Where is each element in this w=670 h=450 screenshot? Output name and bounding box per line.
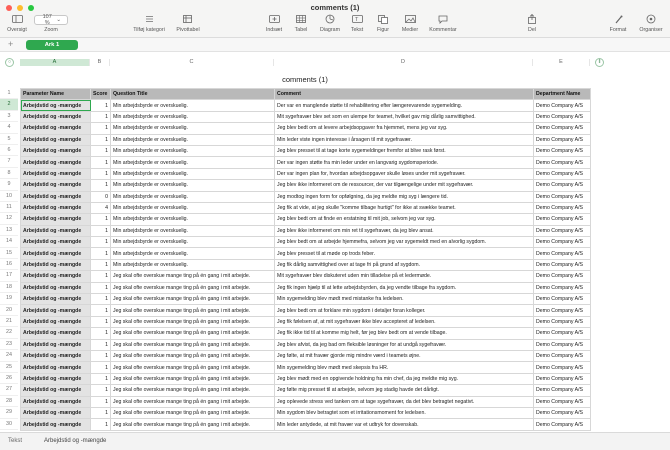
row-number[interactable]: 18 — [0, 282, 18, 293]
cell-department-name[interactable]: Demo Company A/S — [534, 157, 591, 168]
cell-comment[interactable]: Jeg blev afvist, da jeg bad om fleksible løsninger for at undgå sygefravær. — [275, 339, 534, 350]
tekst-button[interactable] — [346, 14, 368, 33]
indsaet-button[interactable] — [262, 14, 286, 33]
cell-parameter-name[interactable]: Arbejdstid og -mængde — [21, 191, 91, 202]
table-row — [21, 294, 591, 305]
cell-parameter-name[interactable]: Arbejdstid og -mængde — [21, 316, 91, 327]
cell-department-name[interactable]: Demo Company A/S — [534, 373, 591, 384]
del-label: Del — [528, 27, 536, 33]
cell-score[interactable]: 1 — [91, 271, 111, 282]
column-header-b[interactable]: B — [90, 59, 110, 66]
cell-comment[interactable]: Jeg følte, at mit fravær gjorde mig mindre værd i teamets øjne. — [275, 350, 534, 361]
cell-comment[interactable]: Jeg blev presset til at tage korte sygemeldinger fremfor at blive rask først. — [275, 145, 534, 156]
document-title: comments (1) — [310, 3, 360, 12]
row-number[interactable]: 14 — [0, 236, 18, 247]
cell-score[interactable]: 1 — [91, 419, 111, 430]
table-row — [21, 407, 591, 418]
cell-parameter-name[interactable]: Arbejdstid og -mængde — [21, 111, 91, 122]
indsaet-label: Indsæt — [265, 27, 283, 33]
table-row — [21, 328, 591, 339]
cell-department-name[interactable]: Demo Company A/S — [534, 248, 591, 259]
cell-score[interactable]: 0 — [91, 191, 111, 202]
organiser-button[interactable] — [634, 14, 668, 33]
cell-department-name[interactable]: Demo Company A/S — [534, 419, 591, 430]
cell-department-name[interactable]: Demo Company A/S — [534, 134, 591, 145]
row-number[interactable]: 26 — [0, 373, 18, 384]
header-parameter-name[interactable]: Parameter Name — [21, 89, 91, 100]
cell-department-name[interactable]: Demo Company A/S — [534, 305, 591, 316]
table-row — [21, 145, 591, 156]
shape-icon — [372, 14, 394, 24]
figur-button[interactable] — [372, 14, 394, 33]
cell-score[interactable]: 1 — [91, 259, 111, 270]
tabel-button[interactable] — [290, 14, 312, 33]
cell-department-name[interactable]: Demo Company A/S — [534, 339, 591, 350]
table-row — [21, 168, 591, 179]
tabel-label: Tabel — [294, 27, 308, 33]
cell-score[interactable]: 4 — [91, 202, 111, 213]
cell-comment[interactable]: Jeg fik at vide, at jeg skulle "komme tilbage hurtigt" for ikke at svække teamet. — [275, 202, 534, 213]
cell-comment[interactable]: Jeg modtog ingen form for opfølgning, da jeg meldte mig syg i længere tid. — [275, 191, 534, 202]
cell-question-title[interactable]: Jeg skal ofte overskue mange ting på én gang i mit arbejde. — [111, 294, 275, 305]
pivot-table-icon — [172, 14, 204, 24]
tab-ark-1[interactable]: Ark 1 — [26, 40, 78, 50]
status-cell-value: Arbejdstid og -mængde — [44, 438, 107, 444]
cell-parameter-name[interactable]: Arbejdstid og -mængde — [21, 328, 91, 339]
cell-department-name[interactable]: Demo Company A/S — [534, 350, 591, 361]
cell-comment[interactable]: Jeg blev bedt om at forklare min sygdom i detaljer foran kolleger. — [275, 305, 534, 316]
cell-department-name[interactable]: Demo Company A/S — [534, 271, 591, 282]
table-icon — [290, 14, 312, 24]
tilfoej-kategori-button[interactable] — [128, 14, 170, 33]
cell-comment[interactable]: Min sygemelding blev mødt med mistanke fra ledelsen. — [275, 294, 534, 305]
cell-question-title[interactable]: Jeg skal ofte overskue mange ting på én gang i mit arbejde. — [111, 396, 275, 407]
table-row — [21, 123, 591, 134]
pivottabel-label: Pivottabel — [176, 27, 200, 33]
cell-score[interactable]: 1 — [91, 294, 111, 305]
del-button[interactable] — [522, 14, 542, 33]
list-icon — [128, 14, 170, 24]
cell-parameter-name[interactable]: Arbejdstid og -mængde — [21, 168, 91, 179]
row-number[interactable]: 9 — [0, 179, 18, 190]
organiser-label: Organiser — [639, 27, 663, 33]
table-row — [21, 350, 591, 361]
table-row — [21, 396, 591, 407]
cell-parameter-name[interactable]: Arbejdstid og -mængde — [21, 134, 91, 145]
cell-question-title[interactable]: Min arbejdsbyrde er overskuelig. — [111, 225, 275, 236]
tilfoej-kategori-label: Tilføj kategori — [133, 27, 165, 33]
pivottabel-button[interactable] — [172, 14, 204, 33]
table-row — [21, 316, 591, 327]
insert-icon — [262, 14, 286, 24]
table-row — [21, 339, 591, 350]
row-number[interactable]: 29 — [0, 407, 18, 418]
cell-department-name[interactable]: Demo Company A/S — [534, 294, 591, 305]
cell-score[interactable]: 1 — [91, 123, 111, 134]
toolbar — [0, 0, 670, 38]
cell-comment[interactable]: Min sygdom blev betragtet som et irritationsmoment for ledelsen. — [275, 407, 534, 418]
sheet-tabs-bar — [0, 38, 670, 52]
add-sheet-button[interactable]: + — [8, 39, 14, 49]
cell-parameter-name[interactable]: Arbejdstid og -mængde — [21, 157, 91, 168]
cell-comment[interactable]: Der var en manglende støtte til rehabilitering efter længerevarende sygemelding. — [275, 100, 534, 111]
cell-department-name[interactable]: Demo Company A/S — [534, 100, 591, 111]
cell-score[interactable]: 1 — [91, 350, 111, 361]
row-number[interactable]: 22 — [0, 327, 18, 338]
column-header-c[interactable]: C — [110, 59, 274, 66]
cell-parameter-name[interactable]: Arbejdstid og -mængde — [21, 248, 91, 259]
organize-icon — [634, 14, 668, 24]
cell-department-name[interactable]: Demo Company A/S — [534, 168, 591, 179]
cell-comment[interactable]: Jeg blev bedt om at arbejde hjemmefra, selvom jeg var sygemeldt med en alvorlig sygdom. — [275, 237, 534, 248]
cell-department-name[interactable]: Demo Company A/S — [534, 237, 591, 248]
cell-parameter-name[interactable]: Arbejdstid og -mængde — [21, 282, 91, 293]
cell-parameter-name[interactable]: Arbejdstid og -mængde — [21, 225, 91, 236]
table-row — [21, 214, 591, 225]
cell-question-title[interactable]: Jeg skal ofte overskue mange ting på én gang i mit arbejde. — [111, 328, 275, 339]
cell-score[interactable]: 1 — [91, 396, 111, 407]
cell-question-title[interactable]: Jeg skal ofte overskue mange ting på én gang i mit arbejde. — [111, 373, 275, 384]
cell-comment[interactable]: Min leder antydede, at mit fravær var et udtryk for dovenskab. — [275, 419, 534, 430]
cell-score[interactable]: 1 — [91, 180, 111, 191]
row-number[interactable]: 25 — [0, 362, 18, 373]
cell-question-title[interactable]: Jeg skal ofte overskue mange ting på én gang i mit arbejde. — [111, 271, 275, 282]
cell-department-name[interactable]: Demo Company A/S — [534, 385, 591, 396]
svg-text:T: T — [354, 17, 358, 23]
row-number[interactable]: 1 — [0, 88, 18, 99]
cell-parameter-name[interactable]: Arbejdstid og -mængde — [21, 305, 91, 316]
figur-label: Figur — [376, 27, 390, 33]
cell-department-name[interactable]: Demo Company A/S — [534, 407, 591, 418]
row-number[interactable]: 3 — [0, 111, 18, 122]
cell-comment[interactable]: Min sygemelding blev mødt med skepsis fra HR. — [275, 362, 534, 373]
oversigt-label: Oversigt — [7, 27, 27, 33]
cell-department-name[interactable]: Demo Company A/S — [534, 316, 591, 327]
cell-comment[interactable]: Mit sygefravær blev set som en ulempe for teamet, hvilket gav mig dårlig samvittighed. — [275, 111, 534, 122]
chart-icon — [316, 14, 344, 24]
row-number[interactable]: 20 — [0, 305, 18, 316]
header-score[interactable]: Score — [91, 89, 111, 100]
cell-parameter-name[interactable]: Arbejdstid og -mængde — [21, 396, 91, 407]
row-number[interactable]: 19 — [0, 293, 18, 304]
cell-parameter-name[interactable]: Arbejdstid og -mængde — [21, 271, 91, 282]
cell-parameter-name[interactable]: Arbejdstid og -mængde — [21, 145, 91, 156]
cell-score[interactable]: 1 — [91, 237, 111, 248]
cell-comment[interactable]: Jeg fik ikke tid til at komme mig helt, før jeg blev bedt om at vende tilbage. — [275, 328, 534, 339]
cell-department-name[interactable]: Demo Company A/S — [534, 214, 591, 225]
comment-icon — [424, 14, 462, 24]
cell-parameter-name[interactable]: Arbejdstid og -mængde — [21, 100, 91, 111]
table-row — [21, 157, 591, 168]
cell-score[interactable]: 1 — [91, 168, 111, 179]
select-all-icon[interactable]: ○ — [5, 58, 14, 67]
text-icon — [346, 14, 368, 24]
cell-parameter-name[interactable]: Arbejdstid og -mængde — [21, 419, 91, 430]
row-number[interactable]: 16 — [0, 259, 18, 270]
row-number[interactable]: 21 — [0, 316, 18, 327]
row-number[interactable]: 2 — [0, 99, 18, 110]
row-number[interactable]: 7 — [0, 156, 18, 167]
table-row — [21, 100, 591, 111]
table-row — [21, 191, 591, 202]
cell-score[interactable]: 1 — [91, 214, 111, 225]
cell-department-name[interactable]: Demo Company A/S — [534, 145, 591, 156]
oversigt-button[interactable] — [4, 14, 30, 33]
table-row — [21, 248, 591, 259]
cell-question-title[interactable]: Jeg skal ofte overskue mange ting på én gang i mit arbejde. — [111, 350, 275, 361]
table-row — [21, 362, 591, 373]
cell-department-name[interactable]: Demo Company A/S — [534, 180, 591, 191]
column-header-d[interactable]: D — [274, 59, 533, 66]
cell-parameter-name[interactable]: Arbejdstid og -mængde — [21, 202, 91, 213]
cell-question-title[interactable]: Min arbejdsbyrde er overskuelig. — [111, 180, 275, 191]
cell-score[interactable]: 1 — [91, 157, 111, 168]
cell-question-title[interactable]: Min arbejdsbyrde er overskuelig. — [111, 259, 275, 270]
cell-parameter-name[interactable]: Arbejdstid og -mængde — [21, 385, 91, 396]
table-row — [21, 385, 591, 396]
cell-comment[interactable]: Jeg fik følelsen af, at mit sygefravær ikke blev accepteret af ledelsen. — [275, 316, 534, 327]
row-number[interactable]: 23 — [0, 339, 18, 350]
cell-question-title[interactable]: Min arbejdsbyrde er overskuelig. — [111, 168, 275, 179]
pause-icon[interactable]: ‖ — [595, 58, 604, 67]
cell-parameter-name[interactable]: Arbejdstid og -mængde — [21, 294, 91, 305]
cell-score[interactable]: 1 — [91, 134, 111, 145]
kommentar-button[interactable] — [424, 14, 462, 33]
row-number[interactable]: 28 — [0, 396, 18, 407]
cell-score[interactable]: 1 — [91, 407, 111, 418]
cell-comment[interactable]: Jeg blev presset til at møde op trods feber. — [275, 248, 534, 259]
table-row — [21, 271, 591, 282]
share-icon — [522, 14, 542, 24]
header-comment[interactable]: Comment — [275, 89, 534, 100]
cell-department-name[interactable]: Demo Company A/S — [534, 123, 591, 134]
table-row — [21, 225, 591, 236]
zoom-select[interactable] — [34, 15, 68, 25]
paintbrush-icon — [605, 14, 631, 24]
cell-question-title[interactable]: Jeg skal ofte overskue mange ting på én gang i mit arbejde. — [111, 339, 275, 350]
cell-question-title[interactable]: Min arbejdsbyrde er overskuelig. — [111, 134, 275, 145]
cell-question-title[interactable]: Min arbejdsbyrde er overskuelig. — [111, 123, 275, 134]
cell-comment[interactable]: Jeg blev bedt om at finde en erstatning til mit job, selvom jeg var syg. — [275, 214, 534, 225]
zoom-value: 107 % — [42, 14, 52, 26]
cell-question-title[interactable]: Min arbejdsbyrde er overskuelig. — [111, 202, 275, 213]
cell-score[interactable]: 1 — [91, 328, 111, 339]
row-number[interactable]: 13 — [0, 225, 18, 236]
cell-score[interactable]: 1 — [91, 282, 111, 293]
table-row — [21, 373, 591, 384]
row-number[interactable]: 15 — [0, 248, 18, 259]
header-question-title[interactable]: Question Title — [111, 89, 275, 100]
cell-question-title[interactable]: Jeg skal ofte overskue mange ting på én gang i mit arbejde. — [111, 385, 275, 396]
cell-question-title[interactable]: Min arbejdsbyrde er overskuelig. — [111, 191, 275, 202]
cell-score[interactable]: 1 — [91, 362, 111, 373]
chevron-down-icon: ⌄ — [56, 17, 61, 23]
row-number[interactable]: 4 — [0, 122, 18, 133]
cell-question-title[interactable]: Jeg skal ofte overskue mange ting på én gang i mit arbejde. — [111, 362, 275, 373]
cell-question-title[interactable]: Jeg skal ofte overskue mange ting på én gang i mit arbejde. — [111, 282, 275, 293]
table-row — [21, 134, 591, 145]
zoom-control[interactable] — [34, 14, 68, 33]
cell-comment[interactable]: Jeg oplevede stress ved tanken om at tage sygefravær, da det blev betragtet negativt. — [275, 396, 534, 407]
cell-parameter-name[interactable]: Arbejdstid og -mængde — [21, 123, 91, 134]
column-header-a[interactable]: A — [20, 59, 90, 66]
table-row — [21, 419, 591, 430]
cell-comment[interactable]: Jeg blev ikke informeret om de ressourcer, der var tilgængelige under mit sygefravær. — [275, 180, 534, 191]
status-mode: Tekst — [8, 438, 23, 444]
table-row — [21, 111, 591, 122]
cell-comment[interactable]: Jeg følte mig presset til at arbejde, selvom jeg stadig havde det dårligt. — [275, 385, 534, 396]
cell-department-name[interactable]: Demo Company A/S — [534, 111, 591, 122]
row-number[interactable]: 24 — [0, 350, 18, 361]
cell-department-name[interactable]: Demo Company A/S — [534, 225, 591, 236]
cell-parameter-name[interactable]: Arbejdstid og -mængde — [21, 237, 91, 248]
column-header-e[interactable]: E — [533, 59, 590, 66]
cell-score[interactable]: 1 — [91, 339, 111, 350]
image-icon — [398, 14, 422, 24]
cell-question-title[interactable]: Min arbejdsbyrde er overskuelig. — [111, 111, 275, 122]
cell-parameter-name[interactable]: Arbejdstid og -mængde — [21, 362, 91, 373]
row-number[interactable]: 8 — [0, 168, 18, 179]
cell-department-name[interactable]: Demo Company A/S — [534, 362, 591, 373]
cell-parameter-name[interactable]: Arbejdstid og -mængde — [21, 350, 91, 361]
cell-question-title[interactable]: Jeg skal ofte overskue mange ting på én gang i mit arbejde. — [111, 316, 275, 327]
cell-score[interactable]: 1 — [91, 385, 111, 396]
cell-comment[interactable]: Der var ingen støtte fra min leder under en langvarig sygdomsperiode. — [275, 157, 534, 168]
cell-parameter-name[interactable]: Arbejdstid og -mængde — [21, 214, 91, 225]
cell-parameter-name[interactable]: Arbejdstid og -mængde — [21, 339, 91, 350]
cell-comment[interactable]: Jeg fik ingen hjælp til at lette arbejdsbyrden, da jeg vendte tilbage fra sygdom. — [275, 282, 534, 293]
row-number[interactable]: 5 — [0, 134, 18, 145]
row-number[interactable]: 11 — [0, 202, 18, 213]
medier-label: Medier — [401, 27, 419, 33]
diagram-button[interactable] — [316, 14, 344, 33]
cell-question-title[interactable]: Min arbejdsbyrde er overskuelig. — [111, 145, 275, 156]
cell-parameter-name[interactable]: Arbejdstid og -mængde — [21, 373, 91, 384]
cell-comment[interactable]: Jeg blev bedt om at levere arbejdsopgaver fra hjemmet, mens jeg var syg. — [275, 123, 534, 134]
cell-comment[interactable]: Jeg fik dårlig samvittighed over at tage fri på grund af sygdom. — [275, 259, 534, 270]
sidebar-icon — [4, 14, 30, 24]
table-row — [21, 237, 591, 248]
cell-score[interactable]: 1 — [91, 111, 111, 122]
cell-question-title[interactable]: Min arbejdsbyrde er overskuelig. — [111, 100, 275, 111]
cell-question-title[interactable]: Jeg skal ofte overskue mange ting på én gang i mit arbejde. — [111, 419, 275, 430]
cell-parameter-name[interactable]: Arbejdstid og -mængde — [21, 180, 91, 191]
cell-score[interactable]: 1 — [91, 100, 111, 111]
cell-question-title[interactable]: Jeg skal ofte overskue mange ting på én gang i mit arbejde. — [111, 407, 275, 418]
cell-score[interactable]: 1 — [91, 373, 111, 384]
diagram-label: Diagram — [319, 27, 341, 33]
data-table — [20, 88, 591, 431]
row-number[interactable]: 6 — [0, 145, 18, 156]
table-row — [21, 180, 591, 191]
kommentar-label: Kommentar — [429, 27, 457, 33]
status-bar — [0, 432, 670, 450]
cell-department-name[interactable]: Demo Company A/S — [534, 259, 591, 270]
medier-button[interactable] — [398, 14, 422, 33]
cell-department-name[interactable]: Demo Company A/S — [534, 328, 591, 339]
cell-comment[interactable]: Jeg blev ikke informeret om min ret til sygefravær, da jeg blev ansat. — [275, 225, 534, 236]
row-number[interactable]: 12 — [0, 213, 18, 224]
format-button[interactable] — [605, 14, 631, 33]
cell-score[interactable]: 1 — [91, 305, 111, 316]
cell-parameter-name[interactable]: Arbejdstid og -mængde — [21, 259, 91, 270]
header-department-name[interactable]: Department Name — [534, 89, 591, 100]
cell-parameter-name[interactable]: Arbejdstid og -mængde — [21, 407, 91, 418]
cell-question-title[interactable]: Min arbejdsbyrde er overskuelig. — [111, 157, 275, 168]
row-number[interactable]: 17 — [0, 270, 18, 281]
cell-score[interactable]: 1 — [91, 248, 111, 259]
cell-question-title[interactable]: Min arbejdsbyrde er overskuelig. — [111, 248, 275, 259]
header-row — [21, 89, 591, 100]
table-row — [21, 259, 591, 270]
format-label: Format — [609, 27, 627, 33]
cell-department-name[interactable]: Demo Company A/S — [534, 191, 591, 202]
cell-score[interactable]: 1 — [91, 316, 111, 327]
cell-question-title[interactable]: Min arbejdsbyrde er overskuelig. — [111, 237, 275, 248]
table-row — [21, 305, 591, 316]
zoom-label: Zoom — [44, 27, 58, 33]
cell-score[interactable]: 1 — [91, 225, 111, 236]
cell-comment[interactable]: Mit sygefravær blev diskuteret uden min tilladelse på et ledermøde. — [275, 271, 534, 282]
table-title[interactable]: comments (1) — [282, 75, 328, 84]
cell-question-title[interactable]: Jeg skal ofte overskue mange ting på én gang i mit arbejde. — [111, 305, 275, 316]
table-row — [21, 282, 591, 293]
cell-comment[interactable]: Der var ingen plan for, hvordan arbejdsopgaver skulle løses under mit sygefravær. — [275, 168, 534, 179]
column-headers — [0, 56, 670, 68]
tekst-label: Tekst — [350, 27, 364, 33]
table-row — [21, 202, 591, 213]
cell-department-name[interactable]: Demo Company A/S — [534, 202, 591, 213]
cell-score[interactable]: 1 — [91, 145, 111, 156]
cell-comment[interactable]: Min leder viste ingen interesse i årsagen til mit sygefravær. — [275, 134, 534, 145]
cell-department-name[interactable]: Demo Company A/S — [534, 396, 591, 407]
row-number[interactable]: 27 — [0, 384, 18, 395]
cell-question-title[interactable]: Min arbejdsbyrde er overskuelig. — [111, 214, 275, 225]
row-number[interactable]: 30 — [0, 419, 18, 430]
cell-department-name[interactable]: Demo Company A/S — [534, 282, 591, 293]
row-number[interactable]: 10 — [0, 191, 18, 202]
cell-comment[interactable]: Jeg blev mødt med en opgivende holdning fra min chef, da jeg meldte mig syg. — [275, 373, 534, 384]
